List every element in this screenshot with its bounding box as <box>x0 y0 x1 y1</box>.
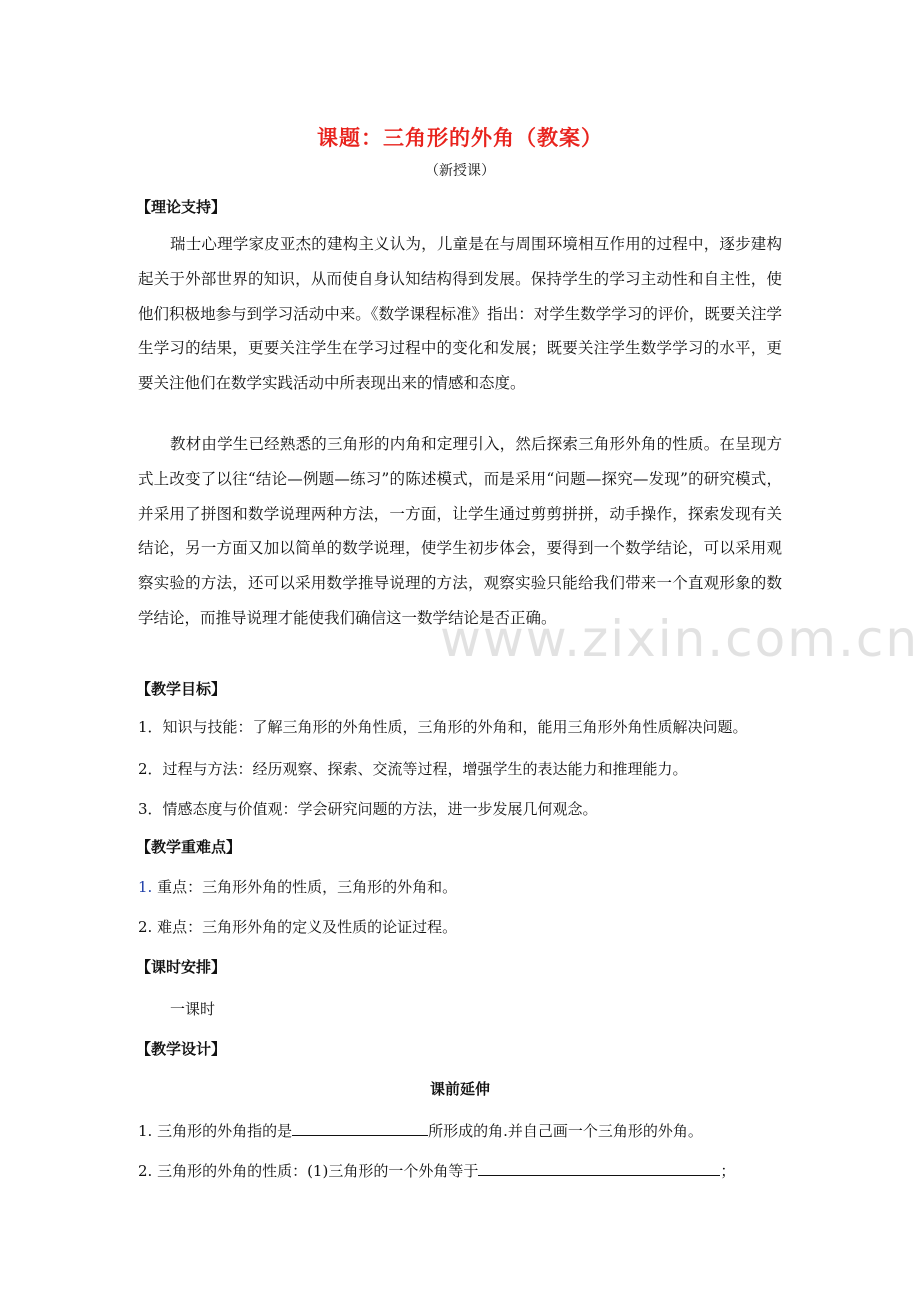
design-subheading: 课前延伸 <box>429 1080 490 1098</box>
theory-paragraph-2: 教材由学生已经熟悉的三角形的内角和定理引入，然后探索三角形外角的性质。在呈现方式上改变了以往“结论—例题—练习”的陈述模式，而是采用“问题—探究—发现”的研究模式，并采用了拼图和数学说理两种方法，一方面，让学生通过剪剪拼拼，动手操作，探索发现有关结论，另一方面又加以简单的数学说理，使学生初步体会，要得到一个数学结论，可以采用观察实验的方法，还可以采用数学推导说理的方法，观察实验只能给我们带来一个直观形象的数学结论，而推导说理才能使我们确信这一数学结论是否正确。 <box>138 435 782 627</box>
question-1 <box>138 1120 703 1141</box>
theory-paragraph-1: 瑞士心理学家皮亚杰的建构主义认为，儿童是在与周围环境相互作用的过程中，逐步建构起关于外部世界的知识，从而使自身认知结构得到发展。保持学生的学习主动性和自主性，使他们积极地参与到学习活动中来。《数学课程标准》指出：对学生数学学习的评价，既要关注学生学习的结果，更要关注学生在学习过程中的变化和发展；既要关注学生数学学习的水平，更要关注他们在数学实践活动中所表现出来的情感和态度。 <box>138 235 782 393</box>
key-point-1 <box>138 876 457 897</box>
key-point-2: 2. 难点：三角形外角的定义及性质的论证过程。 <box>138 918 458 936</box>
key-point-1-text: 重点：三角形外角的性质，三角形的外角和。 <box>152 878 458 896</box>
schedule-heading: 【课时安排】 <box>136 958 227 976</box>
goal-3: 3．情感态度与价值观：学会研究问题的方法，进一步发展几何观念。 <box>138 800 598 818</box>
page-subtitle: （新授课） <box>425 163 495 179</box>
question-1-blank[interactable] <box>292 1121 428 1136</box>
design-heading: 【教学设计】 <box>136 1040 227 1058</box>
theory-heading: 【理论支持】 <box>136 198 227 216</box>
question-2-prefix: 2. 三角形的外角的性质：(1)三角形的一个外角等于 <box>138 1162 479 1180</box>
question-2-suffix: ； <box>720 1162 736 1180</box>
key-point-1-number: 1. <box>138 878 153 896</box>
goals-heading: 【教学目标】 <box>136 680 227 698</box>
schedule-text: 一课时 <box>170 1000 216 1018</box>
goal-1: 1．知识与技能：了解三角形的外角性质，三角形的外角和，能用三角形外角性质解决问题。 <box>138 718 748 736</box>
watermark: www.zixin.com.cn <box>440 610 920 668</box>
question-2 <box>138 1160 735 1181</box>
key-points-heading: 【教学重难点】 <box>136 838 242 856</box>
goal-2: 2．过程与方法：经历观察、探索、交流等过程，增强学生的表达能力和推理能力。 <box>138 760 688 778</box>
question-1-prefix: 1. 三角形的外角指的是 <box>138 1122 293 1140</box>
question-1-suffix: 所形成的角.并自己画一个三角形的外角。 <box>428 1122 703 1140</box>
page-title: 课题：三角形的外角（教案） <box>317 126 603 150</box>
question-2-blank[interactable] <box>478 1161 720 1176</box>
